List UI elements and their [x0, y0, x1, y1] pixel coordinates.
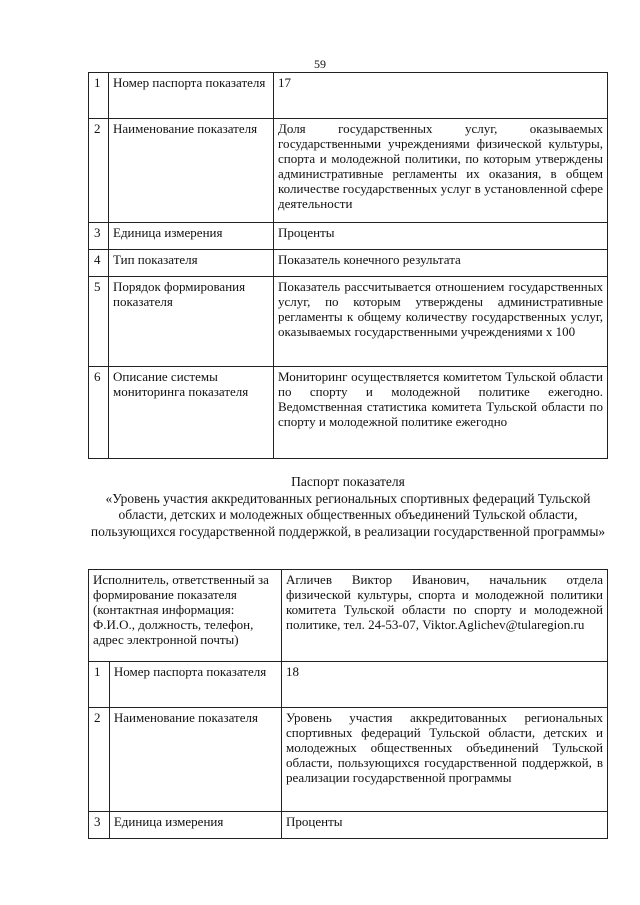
row-number: 4	[89, 250, 109, 277]
passport-heading	[88, 474, 608, 540]
row-number: 2	[89, 119, 109, 223]
table-row	[89, 73, 608, 119]
row-value: Уровень участия аккредитованных региональных спортивных федераций Тульской области, детских и молодежных общественных объединений Тульской области, пользующихся государственной поддержкой, в реализации государственной программы	[282, 708, 608, 812]
row-value: Показатель конечного результата	[274, 250, 608, 277]
passport-subtitle: «Уровень участия аккредитованных региональных спортивных федераций Тульской области, детских и молодежных общественных объединений Тульской области, пользующихся государственной поддержкой, в реализации государственной программы»	[90, 490, 606, 539]
row-label: Тип показателя	[109, 250, 274, 277]
row-number: 3	[89, 812, 110, 839]
row-label: Единица измерения	[109, 223, 274, 250]
row-number: 3	[89, 223, 109, 250]
row-label: Номер паспорта показателя	[109, 662, 281, 708]
row-value: Мониторинг осуществляется комитетом Тульской области по спорту и молодежной политике ежегодно. Ведомственная статистика комитета Тульской области по спорту и молодежной политике ежегодно	[274, 367, 608, 459]
table-row	[89, 662, 608, 708]
table-row	[89, 812, 608, 839]
row-number: 5	[89, 277, 109, 367]
executor-label: Исполнитель, ответственный за формирование показателя (контактная информация: Ф.И.О., должность, телефон, адрес электронной почты)	[89, 570, 282, 662]
row-label: Номер паспорта показателя	[109, 73, 274, 119]
row-value: Доля государственных услуг, оказываемых государственными учреждениями физической культуры, спорта и молодежной политики, по которым утверждены административные регламенты их оказания, в общем количестве государственных услуг в установленной сфере деятельности	[274, 119, 608, 223]
table-row	[89, 119, 608, 223]
row-label: Наименование показателя	[109, 119, 274, 223]
passport-title: Паспорт показателя	[291, 474, 405, 489]
row-number: 1	[89, 662, 110, 708]
row-label: Единица измерения	[109, 812, 281, 839]
row-label: Описание системы мониторинга показателя	[109, 367, 274, 459]
table-row	[89, 570, 608, 662]
row-label: Порядок формирования показателя	[109, 277, 274, 367]
row-value: 17	[274, 73, 608, 119]
table-row	[89, 223, 608, 250]
row-number: 2	[89, 708, 110, 812]
executor-value: Агличев Виктор Иванович, начальник отдела физической культуры, спорта и молодежной политики комитета Тульской области по спорту и молодежной политике, тел. 24-53-07, Viktor.Aglichev@tularegion.ru	[282, 570, 608, 662]
table-row	[89, 708, 608, 812]
row-label: Наименование показателя	[109, 708, 281, 812]
page-number: 59	[314, 57, 326, 71]
indicator-passport-table-17	[88, 72, 608, 459]
table-row	[89, 250, 608, 277]
row-value: Показатель рассчитывается отношением государственных услуг, по которым утверждены административные регламенты к общему количеству государственных услуг, оказываемых государственными учреждениями х 100	[274, 277, 608, 367]
row-value: Проценты	[282, 812, 608, 839]
table-row	[89, 367, 608, 459]
row-value: Проценты	[274, 223, 608, 250]
row-number: 1	[89, 73, 109, 119]
table-row	[89, 277, 608, 367]
row-value: 18	[282, 662, 608, 708]
row-number: 6	[89, 367, 109, 459]
indicator-passport-table-18	[88, 569, 608, 839]
